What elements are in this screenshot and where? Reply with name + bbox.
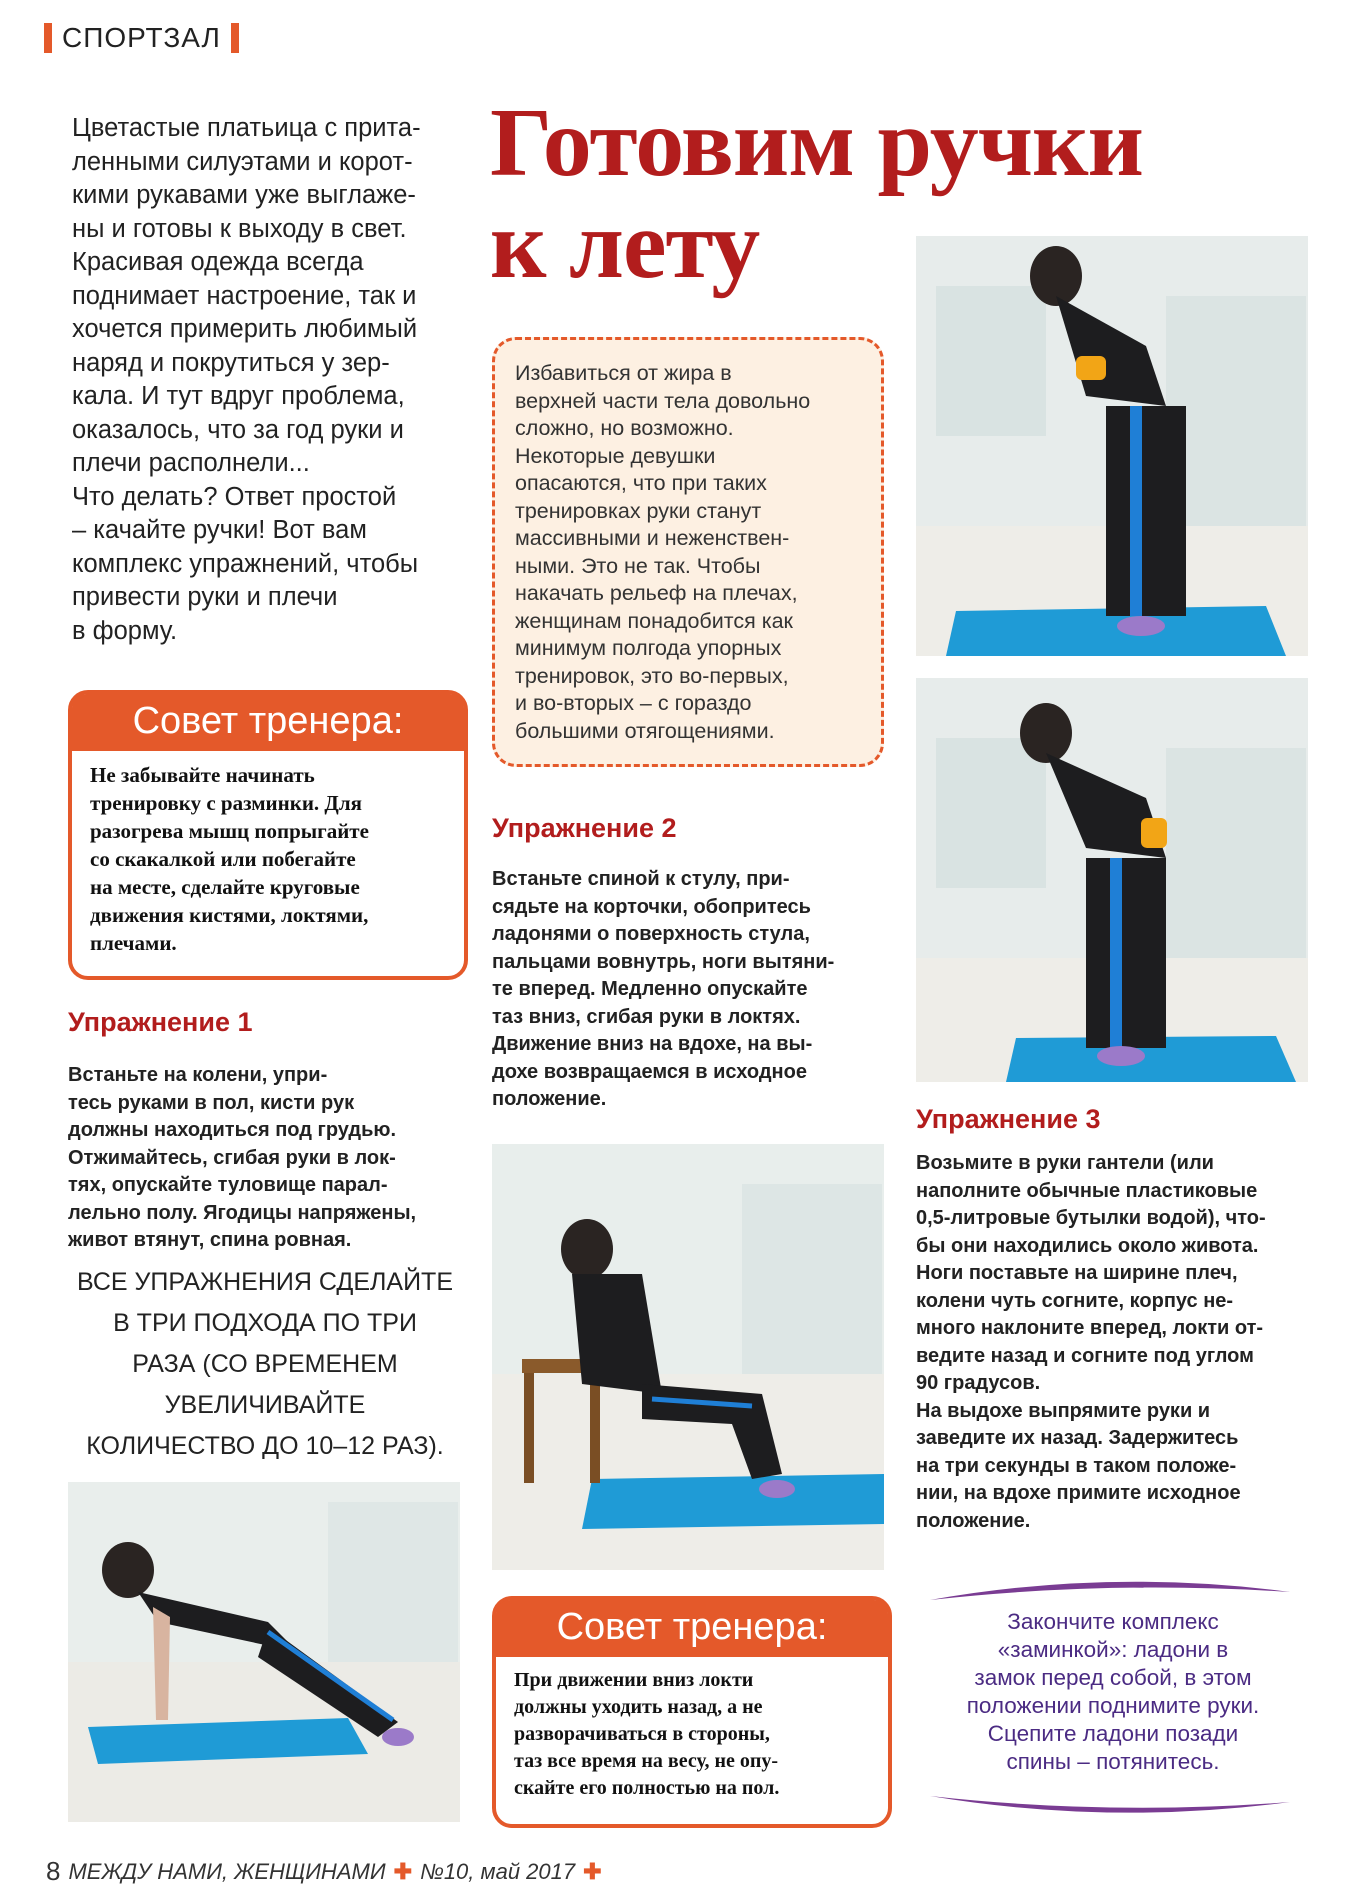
issue-info: №10, май 2017 bbox=[420, 1858, 576, 1884]
tip-1-text: Не забывайте начинать тренировку с разминки. Для разогрева мышц попрыгайте со скакалкой или побегайте на месте, сделайте круговые движения кистями, локтями, плечами. bbox=[90, 763, 369, 955]
exercise-3-text: Возьмите в руки гантели (или наполните обычные пластиковые 0,5-литровые бутылки водой), что- бы они находились около живота. Ноги поставьте на ширине плеч, колени чуть согните, корпус не- много наклоните вперед, локти от- ведите назад и согните под углом 90 градусов. На выдохе выпрямите руки и заведите их назад. Задержитесь на три секунды в таком положе- нии, на вдохе примите исходное положение. bbox=[916, 1152, 1266, 1532]
plus-icon: ✚ bbox=[393, 1858, 412, 1884]
tip-1-heading: Совет тренера: bbox=[72, 694, 464, 751]
trainer-tip-2 bbox=[492, 1596, 892, 1828]
page-number: 8 bbox=[46, 1856, 61, 1886]
exercise-1-text: Встаньте на колени, упри- тесь руками в пол, кисти рук должны находиться под грудью. Отжимайтесь, сгибая руки в лок- тях, опускайте туловище парал- лельно полу. Ягодицы напряжены, живот втянут, спина ровная. bbox=[68, 1064, 417, 1251]
exercise-2-photo bbox=[492, 1144, 884, 1570]
exercise-1-heading: Упражнение 1 bbox=[68, 1007, 253, 1037]
swoosh-top bbox=[920, 1570, 1300, 1610]
section-bar-right bbox=[231, 23, 239, 53]
title-line-2: к лету bbox=[490, 191, 760, 299]
title-line-1: Готовим ручки bbox=[490, 89, 1143, 197]
page-footer bbox=[46, 1856, 602, 1887]
exercise-3-photo-1 bbox=[916, 236, 1308, 656]
exercise-1-photo bbox=[68, 1482, 460, 1822]
final-note: Закончите комплекс «заминкой»: ладони в замок перед собой, в этом положении поднимите руки. Сцепите ладони позади спины – потянитесь. bbox=[966, 1609, 1260, 1774]
section-bar-left bbox=[44, 23, 52, 53]
sets-note: ВСЕ УПРАЖНЕНИЯ СДЕЛАЙТЕ В ТРИ ПОДХОДА ПО ТРИ РАЗА (СО ВРЕМЕНЕМ УВЕЛИЧИВАЙТЕ КОЛИЧЕСТВО ДО 10–12 РАЗ). bbox=[77, 1268, 453, 1460]
exercise-2-heading: Упражнение 2 bbox=[492, 813, 677, 843]
exercise-3-photo-2 bbox=[916, 678, 1308, 1082]
info-note: Избавиться от жира в верхней части тела довольно сложно, но возможно. Некоторые девушки опасаются, что при таких тренировках руки станут массивными и неженствен- ными. Это не так. Чтобы накачать рельеф на плечах, женщинам понадобится как минимум полгода упорных тренировок, это во-первых, и во-вторых – с гораздо большими отягощениями. bbox=[492, 337, 884, 767]
tip-2-text: При движении вниз локти должны уходить назад, а не разворачиваться в стороны, таз все время на весу, не опу- скайте его полностью на пол. bbox=[514, 1669, 780, 1799]
trainer-tip-1 bbox=[68, 690, 468, 980]
magazine-name: МЕЖДУ НАМИ, ЖЕНЩИНАМИ bbox=[68, 1858, 386, 1884]
exercise-3-heading: Упражнение 3 bbox=[916, 1104, 1101, 1134]
intro-text: Цветастые платьица с прита- ленными силуэтами и корот- кими рукавами уже выглаже- ны и готовы к выходу в свет. Красивая одежда всегда поднимает настроение, так и хочется примерить любимый наряд и покрутиться у зер- кала. И тут вдруг проблема, оказалось, что за год руки и плечи располнели... Что делать? Ответ простой – качайте ручки! Вот вам комплекс упражнений, чтобы привести руки и плечи в форму. bbox=[72, 114, 421, 645]
swoosh-bottom bbox=[920, 1786, 1300, 1826]
tip-2-heading: Совет тренера: bbox=[496, 1600, 888, 1657]
section-header bbox=[44, 22, 239, 54]
exercise-2-text: Встаньте спиной к стулу, при- сядьте на корточки, обопритесь ладонями о поверхность стула, пальцами вовнутрь, ноги вытяни- те вперед. Медленно опускайте таз вниз, сгибая руки в локтях. Движение вниз на вдохе, на вы- дохе возвращаемся в исходное положение. bbox=[492, 868, 835, 1110]
section-label: СПОРТЗАЛ bbox=[62, 22, 221, 53]
plus-icon: ✚ bbox=[583, 1858, 602, 1884]
